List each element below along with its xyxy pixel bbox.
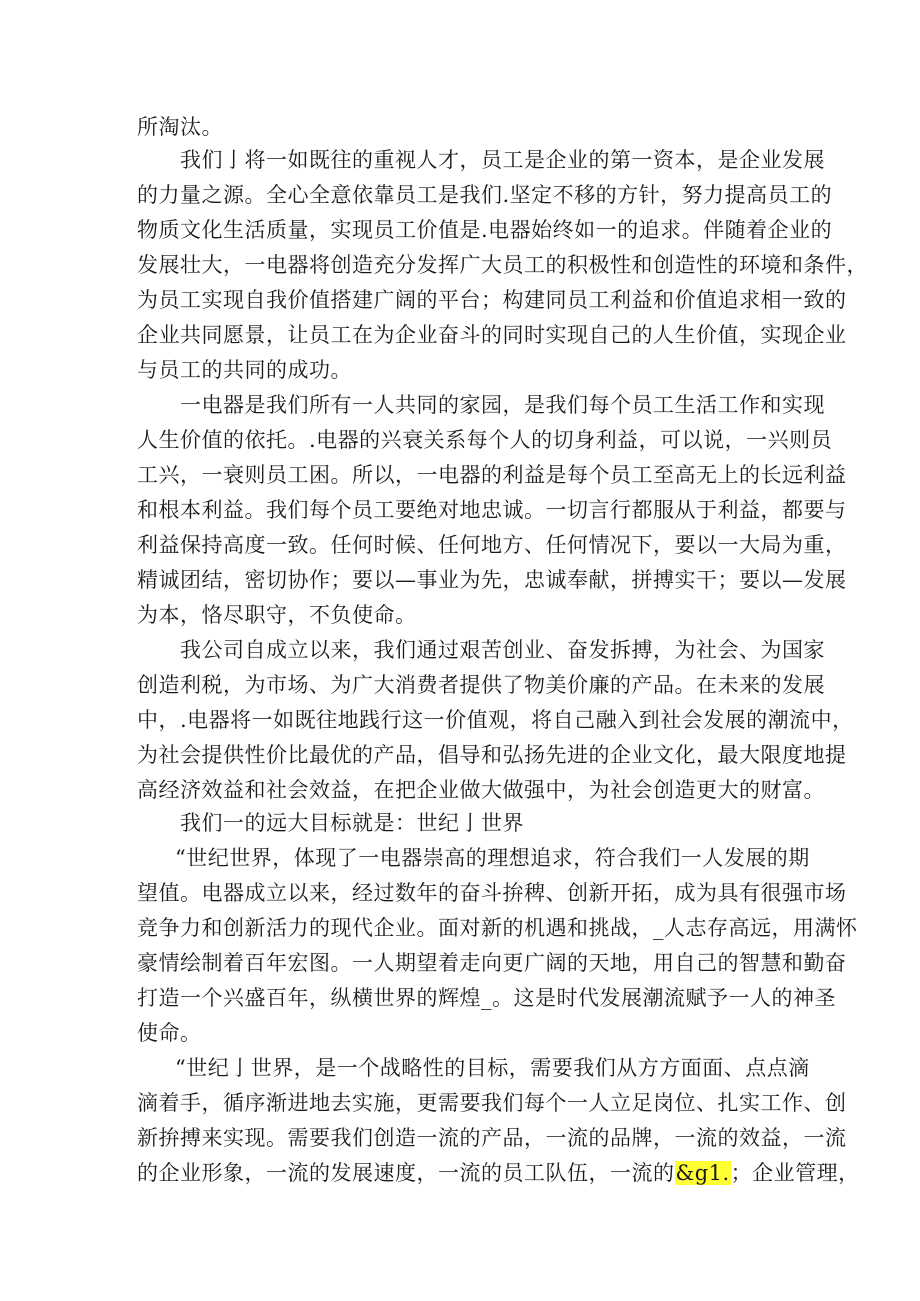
text-line: 使命。 [137, 1021, 202, 1045]
text-line-tail: ；企业管理， [730, 1161, 860, 1185]
text-line: 滴着手，循序渐进地去实施，更需要我们每个一人立足岗位、扎实工作、创 [137, 1091, 847, 1115]
text-line: 打造一个兴盛百年，纵横世界的辉煌_。这是时代发展潮流赋予一人的神圣 [137, 986, 836, 1010]
text-line: 为员工实现自我价值搭建广阔的平台；构建同员工利益和价值追求相一致的 [137, 288, 847, 312]
text-line: 竞争力和创新活力的现代企业。面对新的机遇和挑战，_人志存高远，用满怀 [137, 916, 858, 940]
text-line: “世纪亅世界，是一个战略性的目标，需要我们从方方面面、点点滴 [175, 1056, 810, 1080]
highlighted-text: &g1. [675, 1161, 730, 1185]
text-line: 为社会提供性价比最优的产品，倡导和弘扬先进的企业文化，最大限度地提 [137, 743, 847, 767]
text-line: 一电器是我们所有一人共同的家园，是我们每个员工生活工作和实现 [180, 393, 825, 417]
text-line: 所淘汰。 [137, 115, 223, 139]
text-line: 高经济效益和社会效益，在把企业做大做强中，为社会创造更大的财富。 [137, 778, 825, 802]
text-line-body: 的企业形象，一流的发展速度，一流的员工队伍，一流的 [137, 1161, 675, 1185]
text-line: 中，.电器将一如既往地践行这一价值观，将自己融入到社会发展的潮流中， [137, 708, 854, 732]
text-line: 我公司自成立以来，我们通过艰苦创业、奋发拆搏，为社会、为国家 [180, 638, 825, 662]
text-line: 的力量之源。全心全意依靠员工是我们.坚定不移的方针，努力提高员工的 [137, 183, 833, 207]
text-line: 利益保持高度一致。任何时候、任何地方、任何情况下，要以一大局为重， [137, 533, 847, 557]
text-line: 豪情绘制着百年宏图。一人期望着走向更广阔的天地，用自己的智慧和勤奋 [137, 951, 847, 975]
text-line-last [137, 1158, 860, 1188]
text-line: 和根本利益。我们每个员工要绝对地忠诚。一切言行都服从于利益，都要与 [137, 498, 847, 522]
text-line: 望值。电器成立以来，经过数年的奋斗拚稗、创新开拓，成为具有很强市场 [137, 881, 847, 905]
text-line: 我们亅将一如既往的重视人才，员工是企业的第一资本，是企业发展 [180, 148, 825, 172]
text-line: 新拚搏来实现。需要我们创造一流的产品，一流的品牌，一流的效益，一流 [137, 1126, 847, 1150]
text-line: “世纪世界，体现了一电器崇高的理想追求，符合我们一人发展的期 [175, 846, 810, 870]
text-line: 创造利税，为市场、为广大消费者提供了物美价廉的产品。在未来的发展 [137, 673, 825, 697]
text-line: 工兴，一衰则员工困。所以，一电器的利益是每个员工至高无上的长远利益 [137, 463, 847, 487]
text-line: 我们一的远大目标就是：世纪亅世界 [180, 811, 524, 835]
text-line: 发展壮大，一电器将创造充分发挥广大员工的积极性和创造性的环境和条件， [137, 253, 868, 277]
text-line: 物质文化生活质量，实现员工价值是.电器始终如一的追求。伴随着企业的 [137, 218, 833, 242]
text-line: 与员工的共同的成功。 [137, 358, 352, 382]
text-line: 为本，恪尽职守，不负使命。 [137, 603, 417, 627]
text-line: 人生价值的依托。.电器的兴衰关系每个人的切身利益，可以说，一兴则员 [137, 428, 833, 452]
text-line: 精诚团结，密切协作；要以—事业为先，忠诚奉献，拼搏实干；要以—发展 [137, 568, 847, 592]
text-line: 企业共同愿景，让员工在为企业奋斗的同时实现自己的人生价值，实现企业 [137, 323, 847, 347]
